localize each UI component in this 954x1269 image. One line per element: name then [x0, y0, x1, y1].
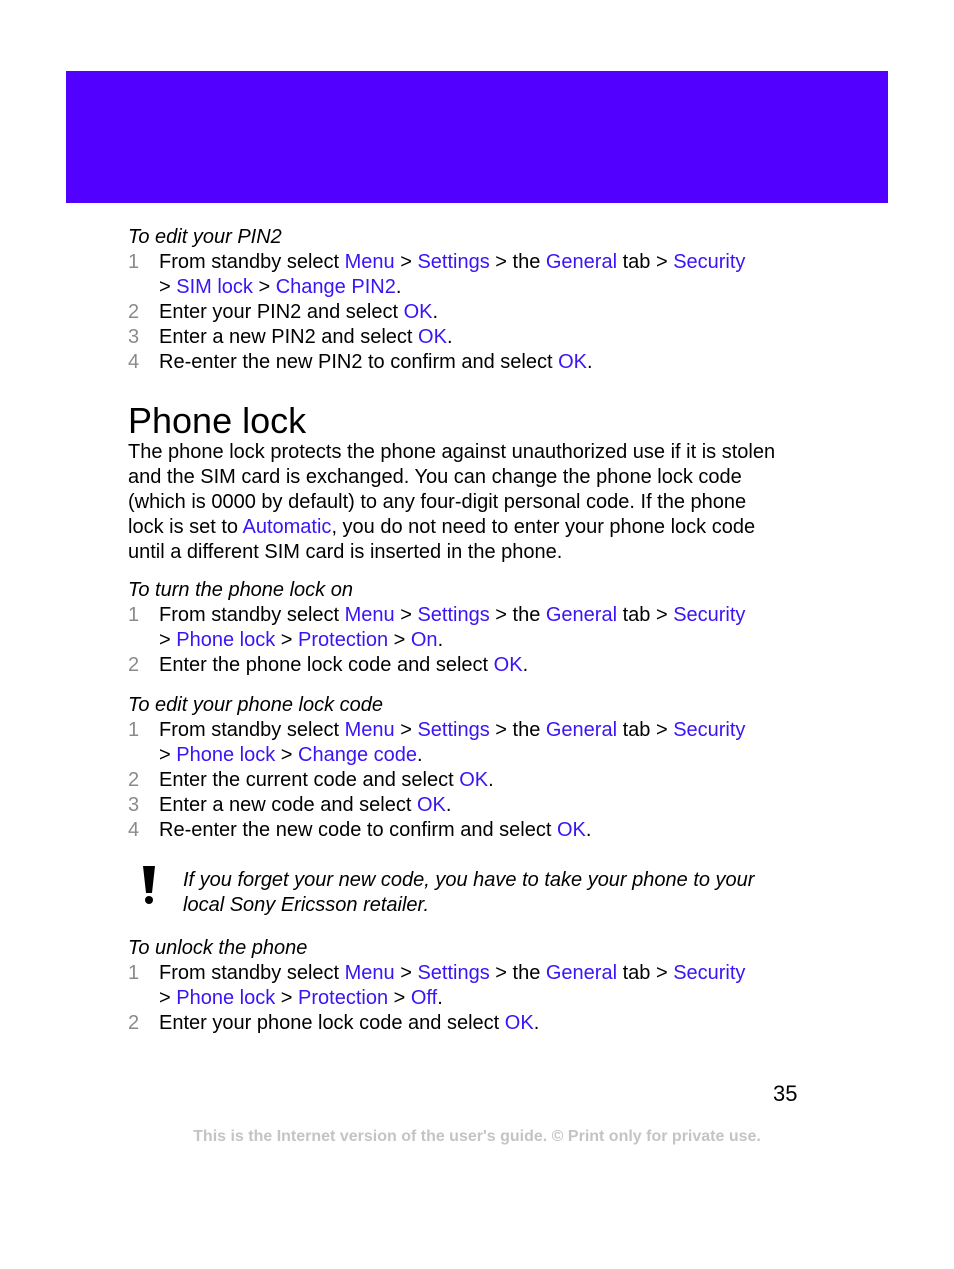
- security-link: Security: [673, 251, 746, 273]
- off-link: Off: [410, 987, 438, 1009]
- ok-link: OK: [416, 794, 446, 816]
- settings-link: Settings: [417, 962, 490, 984]
- body-paragraph-line: The phone lock protects the phone against unauthorized use if it is stolen: [128, 441, 776, 463]
- step-text-plain: Enter your PIN2 and select: [159, 301, 404, 323]
- sim-lock-link: SIM lock: [176, 276, 253, 298]
- step-text-continued: [159, 743, 423, 768]
- step-text: [159, 325, 453, 350]
- footer-disclaimer: This is the Internet version of the user's guide. © Print only for private use.: [193, 1128, 761, 1145]
- separator: >: [394, 604, 418, 626]
- exclamation-icon: [140, 866, 158, 906]
- security-link: Security: [673, 962, 746, 984]
- step-text-plain: From standby select: [159, 719, 345, 741]
- step-text: [159, 653, 528, 678]
- step-text: [159, 718, 745, 743]
- change-pin2-link: Change PIN2: [275, 276, 396, 298]
- separator: > the: [489, 719, 546, 741]
- separator: > the: [489, 251, 546, 273]
- note-text-line: If you forget your new code, you have to take your phone to your: [183, 869, 755, 891]
- step-text: [159, 793, 451, 818]
- step-text: [159, 1011, 539, 1036]
- step-text-plain: Enter the phone lock code and select: [159, 654, 494, 676]
- phone-lock-link: Phone lock: [176, 744, 276, 766]
- ok-link: OK: [418, 326, 447, 348]
- step-number: 2: [128, 769, 140, 791]
- step-text-plain: From standby select: [159, 251, 345, 273]
- period: .: [417, 744, 423, 766]
- security-link: Security: [673, 604, 746, 626]
- separator: > the: [489, 604, 546, 626]
- ok-link: OK: [558, 351, 587, 373]
- body-paragraph-line: (which is 0000 by default) to any four-digit personal code. If the phone: [128, 491, 747, 513]
- body-paragraph-line: until a different SIM card is inserted in the phone.: [128, 541, 563, 563]
- paragraph-text: lock is set to: [128, 516, 243, 538]
- period: .: [446, 326, 453, 348]
- note-text-line: local Sony Ericsson retailer.: [183, 894, 430, 916]
- phone-lock-link: Phone lock: [176, 629, 276, 651]
- settings-link: Settings: [417, 719, 490, 741]
- separator: >: [159, 629, 177, 651]
- general-link: General: [545, 719, 618, 741]
- step-number: 1: [128, 604, 140, 626]
- separator: >: [275, 987, 299, 1009]
- step-text-plain: Enter a new code and select: [159, 794, 417, 816]
- period: .: [432, 301, 439, 323]
- separator: >: [159, 744, 177, 766]
- step-number: 2: [128, 1012, 140, 1034]
- step-number: 2: [128, 654, 140, 676]
- step-text: [159, 350, 593, 375]
- separator: tab >: [617, 719, 674, 741]
- step-number: 1: [128, 719, 140, 741]
- step-text: [159, 603, 745, 628]
- ok-link: OK: [459, 769, 489, 791]
- ok-link: OK: [504, 1012, 534, 1034]
- step-text-plain: Enter your phone lock code and select: [159, 1012, 505, 1034]
- separator: >: [159, 987, 177, 1009]
- ok-link: OK: [493, 654, 523, 676]
- ok-link: OK: [403, 301, 433, 323]
- step-text-plain: Re-enter the new PIN2 to confirm and select: [159, 351, 559, 373]
- page-title: Phone lock: [128, 400, 307, 441]
- body-paragraph-line: and the SIM card is exchanged. You can change the phone lock code: [128, 466, 742, 488]
- menu-link: Menu: [344, 962, 395, 984]
- step-text: [159, 250, 745, 275]
- step-text: [159, 961, 745, 986]
- page-number: 35: [773, 1081, 798, 1106]
- step-text-plain: Enter a new PIN2 and select: [159, 326, 419, 348]
- section-heading-edit-pin2: To edit your PIN2: [128, 226, 282, 248]
- change-code-link: Change code: [298, 744, 417, 766]
- ok-link: OK: [557, 819, 586, 841]
- step-text-plain: From standby select: [159, 604, 345, 626]
- general-link: General: [545, 962, 618, 984]
- step-number: 1: [128, 251, 140, 273]
- automatic-link: Automatic: [242, 516, 332, 538]
- step-text: [159, 818, 591, 843]
- protection-link: Protection: [298, 987, 389, 1009]
- period: .: [395, 276, 402, 298]
- step-text-plain: Enter the current code and select: [159, 769, 460, 791]
- settings-link: Settings: [417, 604, 490, 626]
- step-number: 1: [128, 962, 140, 984]
- phone-lock-link: Phone lock: [176, 987, 276, 1009]
- header-banner: [66, 71, 888, 203]
- step-number: 3: [128, 326, 140, 348]
- separator: >: [275, 744, 299, 766]
- step-number: 4: [128, 351, 140, 373]
- period: .: [533, 1012, 540, 1034]
- period: .: [445, 794, 452, 816]
- protection-link: Protection: [298, 629, 389, 651]
- step-number: 3: [128, 794, 140, 816]
- period: .: [437, 629, 444, 651]
- separator: tab >: [617, 251, 674, 273]
- separator: >: [252, 276, 276, 298]
- paragraph-text: , you do not need to enter your phone lock code: [331, 516, 756, 538]
- separator: > the: [489, 962, 546, 984]
- separator: >: [394, 719, 418, 741]
- security-link: Security: [673, 719, 746, 741]
- separator: tab >: [617, 604, 674, 626]
- menu-link: Menu: [344, 719, 395, 741]
- step-text-plain: From standby select: [159, 962, 345, 984]
- period: .: [522, 654, 529, 676]
- period: .: [585, 819, 592, 841]
- menu-link: Menu: [344, 604, 395, 626]
- separator: >: [159, 276, 177, 298]
- separator: >: [394, 251, 418, 273]
- step-text-continued: [159, 628, 443, 653]
- section-heading-edit-code: To edit your phone lock code: [128, 694, 383, 716]
- general-link: General: [545, 251, 618, 273]
- settings-link: Settings: [417, 251, 490, 273]
- separator: >: [388, 987, 411, 1009]
- section-heading-turn-on: To turn the phone lock on: [128, 579, 353, 601]
- body-paragraph-line: [128, 515, 755, 540]
- step-text: [159, 300, 438, 325]
- period: .: [587, 351, 593, 373]
- step-number: 2: [128, 301, 140, 323]
- period: .: [437, 987, 443, 1009]
- general-link: General: [545, 604, 618, 626]
- menu-link: Menu: [344, 251, 395, 273]
- separator: >: [394, 962, 418, 984]
- step-text-continued: [159, 986, 443, 1011]
- step-text: [159, 768, 494, 793]
- period: .: [488, 769, 494, 791]
- section-heading-unlock: To unlock the phone: [128, 937, 308, 959]
- separator: tab >: [617, 962, 674, 984]
- step-text-plain: Re-enter the new code to confirm and select: [159, 819, 557, 841]
- step-number: 4: [128, 819, 140, 841]
- step-text-continued: [159, 275, 401, 300]
- on-link: On: [410, 629, 438, 651]
- separator: >: [275, 629, 299, 651]
- separator: >: [388, 629, 411, 651]
